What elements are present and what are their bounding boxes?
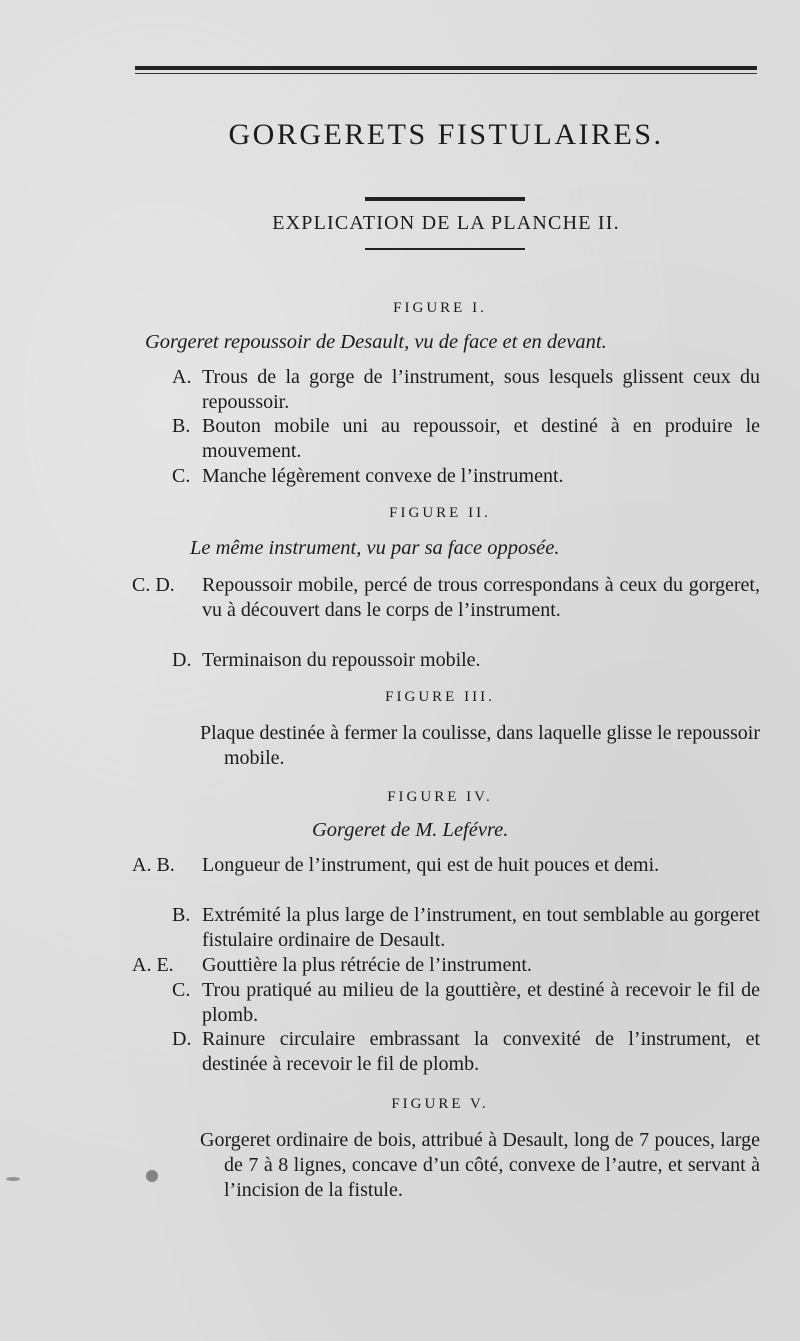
figure-5-heading: FIGURE V. bbox=[391, 1096, 489, 1112]
ink-spot-mark bbox=[146, 1170, 158, 1182]
figure-4-caption: Gorgeret de M. Lefévre. bbox=[312, 819, 509, 841]
entry-text bbox=[202, 953, 760, 978]
entry-text-content: Manche légèrement convexe de l’instrument. bbox=[202, 465, 564, 487]
entry-text-content: Repoussoir mobile, percé de trous correspondans à ceux du gorgeret, vu à découvert dans le corps de l’instrument. bbox=[202, 574, 760, 621]
entry-text-content: Extrémité la plus large de l’instrument, en tout semblable au gorgeret fistulaire ordinaire de Desault. bbox=[202, 904, 760, 951]
entry-text bbox=[202, 903, 760, 953]
entry-key: A. B. bbox=[132, 854, 175, 876]
entry-text-content: Trou pratiqué au milieu de la gouttière, et destiné à recevoir le fil de plomb. bbox=[202, 979, 760, 1026]
entry-text bbox=[202, 573, 760, 623]
entry-key: C. bbox=[172, 465, 191, 487]
entry-text-content: Rainure circulaire embrassant la convexité de l’instrument, et destinée à recevoir le fil de plomb. bbox=[202, 1028, 760, 1075]
figure-5-paragraph: Gorgeret ordinaire de bois, attribué à Desault, long de 7 pouces, large de 7 à 8 lignes, concave d’un côté, convexe de l’autre, et servant à l’incision de la fistule. bbox=[200, 1129, 760, 1201]
entry-text bbox=[202, 648, 760, 673]
entry-text bbox=[202, 853, 760, 878]
entry-key: C. D. bbox=[132, 574, 175, 596]
subtitle-rule-bottom bbox=[365, 248, 525, 250]
entry-text-content: Bouton mobile uni au repoussoir, et destiné à en produire le mouvement. bbox=[202, 415, 760, 462]
top-rule-thin bbox=[135, 73, 757, 74]
page-subtitle: EXPLICATION DE LA PLANCHE II. bbox=[272, 212, 620, 234]
entry-text-content: Trous de la gorge de l’instrument, sous lesquels glissent ceux du repoussoir. bbox=[202, 366, 760, 413]
figure-3-paragraph: Plaque destinée à fermer la coulisse, dans laquelle glisse le repoussoir mobile. bbox=[200, 722, 760, 769]
figure-1-heading: FIGURE I. bbox=[393, 300, 487, 316]
page-title: GORGERETS FISTULAIRES. bbox=[228, 118, 664, 151]
entry-key: D. bbox=[172, 1028, 192, 1050]
figure-2-caption: Le même instrument, vu par sa face opposée. bbox=[190, 537, 560, 559]
entry-text bbox=[202, 365, 760, 415]
entry-key: C. bbox=[172, 979, 191, 1001]
margin-mark bbox=[6, 1177, 20, 1181]
entry-text-content: Gouttière la plus rétrécie de l’instrument. bbox=[202, 954, 532, 976]
entry-text-content: Terminaison du repoussoir mobile. bbox=[202, 649, 481, 671]
figure-3-heading: FIGURE III. bbox=[385, 689, 495, 705]
top-rule-thick bbox=[135, 66, 757, 70]
top-double-rule bbox=[135, 66, 757, 76]
figure-4-heading: FIGURE IV. bbox=[387, 789, 493, 805]
entry-key: A. E. bbox=[132, 954, 174, 976]
entry-key: A. bbox=[172, 366, 192, 388]
entry-text bbox=[202, 1027, 760, 1077]
figure-1-caption: Gorgeret repoussoir de Desault, vu de face et en devant. bbox=[145, 331, 607, 353]
entry-text bbox=[202, 414, 760, 464]
figure-2-heading: FIGURE II. bbox=[389, 505, 491, 521]
entry-key: B. bbox=[172, 415, 191, 437]
entry-key: B. bbox=[172, 904, 191, 926]
entry-text bbox=[202, 464, 760, 489]
entry-text-content: Longueur de l’instrument, qui est de huit pouces et demi. bbox=[202, 854, 660, 876]
entry-key: D. bbox=[172, 649, 192, 671]
subtitle-rule-top bbox=[365, 197, 525, 201]
entry-text bbox=[202, 978, 760, 1028]
